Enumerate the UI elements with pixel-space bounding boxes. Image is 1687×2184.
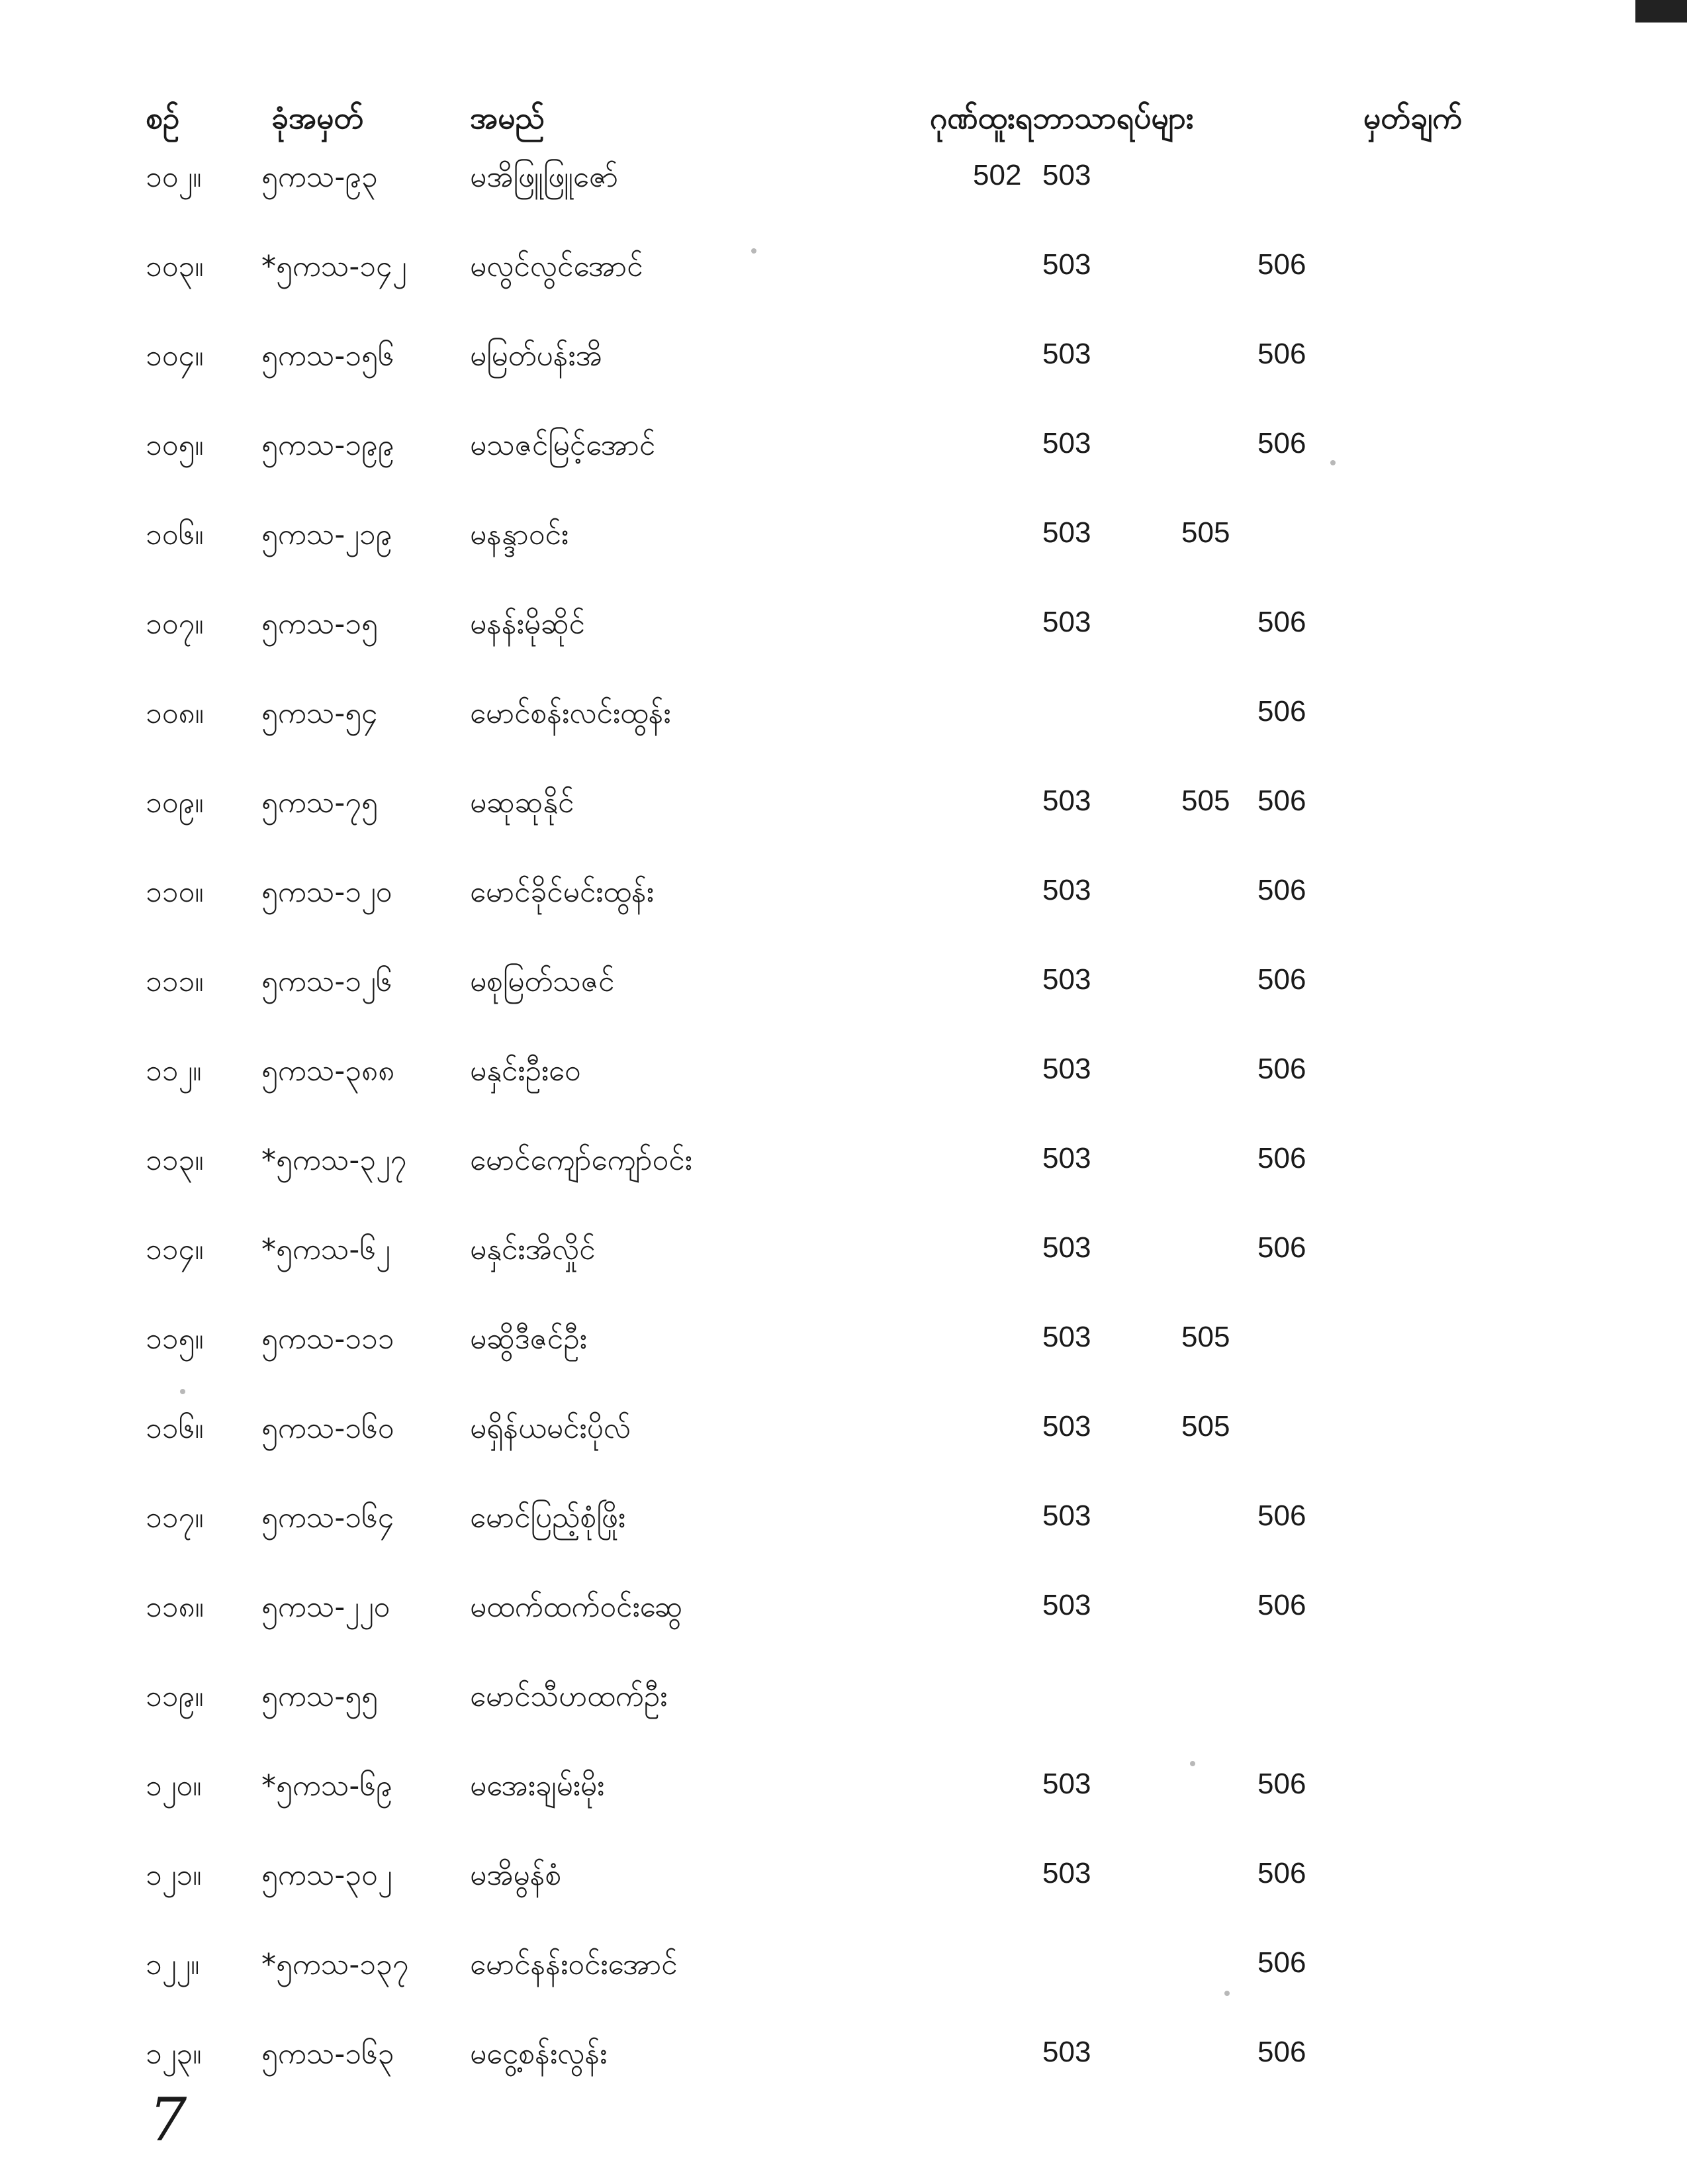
row-name: မအေးချမ်းမိုး	[470, 1769, 605, 1803]
row-reg-no: ၅ကသ-၁၉၉	[261, 428, 394, 462]
row-subject-506: 506	[1257, 427, 1306, 459]
row-subject-503: 503	[1042, 427, 1091, 459]
row-subject-505: 505	[1181, 1321, 1230, 1353]
row-subject-503: 503	[1042, 248, 1091, 281]
scan-speck	[1330, 460, 1336, 465]
row-subject-506: 506	[1257, 874, 1306, 906]
row-subject-505: 505	[1181, 1410, 1230, 1443]
row-name: မသဇင်မြင့်အောင်	[470, 428, 656, 462]
row-reg-no: ၅ကသ-၃၀၂	[261, 1858, 392, 1892]
row-serial: ၁၀၄။	[146, 339, 204, 373]
row-serial: ၁၁၉။	[146, 1680, 204, 1713]
row-name: မောင်နန်းဝင်းအောင်	[470, 1948, 678, 1981]
row-name: မနန္ဒာဝင်း	[470, 518, 569, 551]
row-subject-503: 503	[1042, 516, 1091, 549]
row-reg-no: ၅ကသ-၁၆၄	[261, 1501, 394, 1535]
scan-speck	[1190, 1761, 1195, 1766]
row-serial: ၁၂၃။	[146, 2037, 202, 2071]
row-serial: ၁၀၈။	[146, 696, 204, 730]
row-serial: ၁၂၀။	[146, 1769, 202, 1803]
row-serial: ၁၂၁။	[146, 1858, 202, 1892]
row-name: မဆွိဒီဇင်ဦး	[470, 1322, 587, 1356]
row-subject-503: 503	[1042, 1053, 1091, 1085]
row-subject-505: 505	[1181, 784, 1230, 817]
scan-speck	[180, 1389, 185, 1394]
scan-speck	[751, 248, 756, 254]
row-reg-no: ၅ကသ-၁၂၆	[261, 965, 392, 998]
header-serial: စဥ်	[146, 100, 180, 136]
row-serial: ၁၀၇။	[146, 607, 204, 641]
row-serial: ၁၀၂။	[146, 160, 202, 194]
header-reg-no: ခုံအမှတ်	[271, 100, 364, 136]
row-subject-503: 503	[1042, 338, 1091, 370]
row-subject-503: 503	[1042, 159, 1091, 191]
row-name: မနန်းမိုဆိုင်	[470, 607, 585, 641]
row-subject-506: 506	[1257, 2036, 1306, 2068]
row-subject-503: 503	[1042, 963, 1091, 996]
row-serial: ၁၁၀။	[146, 875, 204, 909]
row-name: မမြတ်ပန်းအိ	[470, 339, 602, 373]
row-name: မောင်ပြည့်စုံဖြိုး	[470, 1501, 625, 1535]
row-subject-506: 506	[1257, 963, 1306, 996]
row-serial: ၁၁၇။	[146, 1501, 204, 1535]
row-serial: ၁၁၂။	[146, 1054, 202, 1088]
row-reg-no: ၅ကသ-၅၅	[261, 1680, 378, 1713]
row-subject-503: 503	[1042, 1231, 1091, 1264]
row-subject-506: 506	[1257, 1499, 1306, 1532]
row-name: မောင်ခိုင်မင်းထွန်း	[470, 875, 654, 909]
scan-speck	[1224, 1991, 1230, 1996]
row-subject-502: 502	[973, 159, 1022, 191]
row-subject-506: 506	[1257, 1231, 1306, 1264]
row-name: မအိဖြူဖြူဇော်	[470, 160, 619, 194]
row-subject-503: 503	[1042, 1499, 1091, 1532]
row-reg-no: ၅ကသ-၁၅၆	[261, 339, 394, 373]
row-reg-no: ၅ကသ-၉၃	[261, 160, 378, 194]
row-name: မရှိန်ယမင်းပိုလ်	[470, 1411, 631, 1445]
row-serial: ၁၁၁။	[146, 965, 204, 998]
row-reg-no: *၅ကသ-၆၉	[261, 1769, 392, 1803]
row-reg-no: ၅ကသ-၁၅	[261, 607, 378, 641]
row-reg-no: ၅ကသ-၁၁၁	[261, 1322, 394, 1356]
row-name: မောင်သီဟထက်ဦး	[470, 1680, 668, 1713]
row-subject-506: 506	[1257, 1053, 1306, 1085]
row-name: မငွေ့စန်းလွန်း	[470, 2037, 608, 2071]
row-serial: ၁၁၅။	[146, 1322, 204, 1356]
row-serial: ၁၁၃။	[146, 1143, 204, 1177]
row-serial: ၁၀၆။	[146, 518, 204, 551]
page-number: 7	[149, 2085, 187, 2155]
row-subject-506: 506	[1257, 248, 1306, 281]
row-reg-no: ၅ကသ-၃၈၈	[261, 1054, 395, 1088]
row-reg-no: ၅ကသ-၂၂၀	[261, 1590, 390, 1624]
row-subject-503: 503	[1042, 606, 1091, 638]
scan-edge-mark	[1635, 0, 1687, 23]
row-name: မနှင်းဦးဝေ	[470, 1054, 581, 1088]
row-serial: ၁၂၂။	[146, 1948, 200, 1981]
row-reg-no: ၅ကသ-၁၆၃	[261, 2037, 394, 2071]
row-serial: ၁၁၄။	[146, 1233, 204, 1266]
row-subject-506: 506	[1257, 1946, 1306, 1979]
row-name: မထက်ထက်ဝင်းဆွေ	[470, 1590, 683, 1624]
row-reg-no: *၅ကသ-၁၄၂	[261, 250, 407, 283]
row-reg-no: ၅ကသ-၁၂၀	[261, 875, 392, 909]
row-reg-no: ၅ကသ-၂၁၉	[261, 518, 392, 551]
row-subject-505: 505	[1181, 516, 1230, 549]
row-name: မောင်စန်းလင်းထွန်း	[470, 696, 671, 730]
row-subject-503: 503	[1042, 874, 1091, 906]
row-subject-503: 503	[1042, 1410, 1091, 1443]
header-distinction-subjects: ဂုဏ်ထူးရဘာသာရပ်များ	[930, 100, 1194, 136]
row-name: မနှင်းအိလှိုင်	[470, 1233, 596, 1266]
row-reg-no: ၅ကသ-၇၅	[261, 786, 378, 820]
row-serial: ၁၀၃။	[146, 250, 204, 283]
row-serial: ၁၀၉။	[146, 786, 204, 820]
row-subject-506: 506	[1257, 606, 1306, 638]
row-reg-no: *၅ကသ-၃၂၇	[261, 1143, 407, 1177]
row-subject-503: 503	[1042, 1768, 1091, 1800]
row-reg-no: *၅ကသ-၆၂	[261, 1233, 390, 1266]
row-subject-506: 506	[1257, 1857, 1306, 1889]
row-subject-503: 503	[1042, 1142, 1091, 1174]
row-subject-506: 506	[1257, 1589, 1306, 1621]
row-name: မစုမြတ်သဇင်	[470, 965, 615, 998]
row-subject-503: 503	[1042, 784, 1091, 817]
row-subject-503: 503	[1042, 1589, 1091, 1621]
row-serial: ၁၁၆။	[146, 1411, 204, 1445]
row-name: မောင်ကျော်ကျော်ဝင်း	[470, 1143, 692, 1177]
row-subject-506: 506	[1257, 695, 1306, 728]
row-subject-506: 506	[1257, 1142, 1306, 1174]
row-subject-503: 503	[1042, 1857, 1091, 1889]
row-reg-no: ၅ကသ-၅၄	[261, 696, 378, 730]
row-subject-503: 503	[1042, 2036, 1091, 2068]
row-reg-no: *၅ကသ-၁၃၇	[261, 1948, 409, 1981]
row-name: မလွင်လွင်အောင်	[470, 250, 643, 283]
row-subject-506: 506	[1257, 784, 1306, 817]
row-name: မဆုဆုနိုင်	[470, 786, 574, 820]
row-subject-506: 506	[1257, 338, 1306, 370]
row-subject-503: 503	[1042, 1321, 1091, 1353]
header-remarks: မှတ်ချက်	[1363, 100, 1463, 136]
row-name: မအိမွန်စံ	[470, 1858, 562, 1892]
row-serial: ၁၁၈။	[146, 1590, 204, 1624]
row-serial: ၁၀၅။	[146, 428, 204, 462]
header-name: အမည်	[470, 100, 545, 136]
row-subject-506: 506	[1257, 1768, 1306, 1800]
row-reg-no: ၅ကသ-၁၆၀	[261, 1411, 394, 1445]
